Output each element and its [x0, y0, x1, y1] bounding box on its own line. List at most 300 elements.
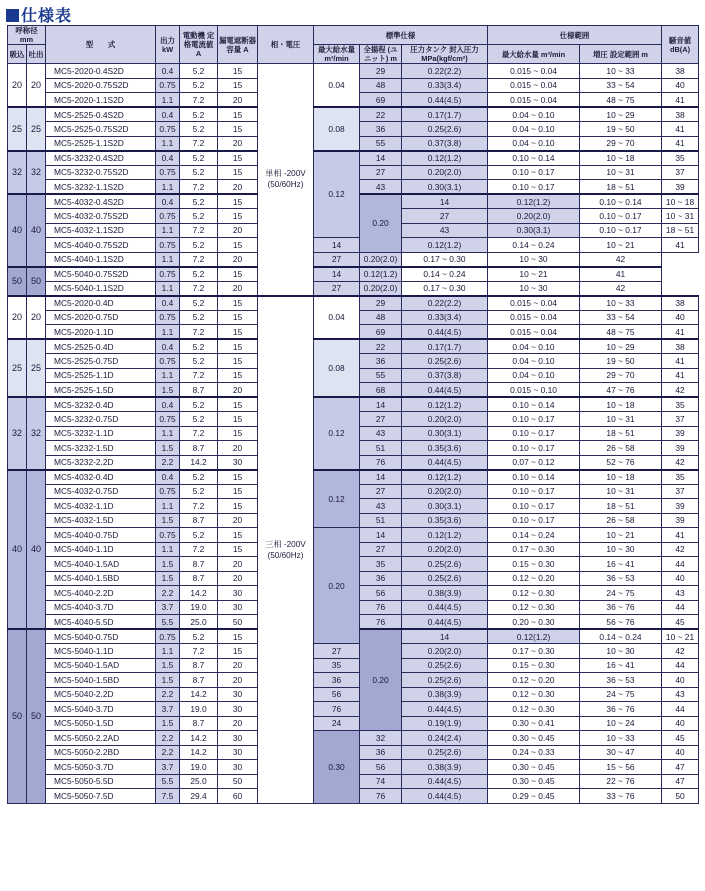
- cell-model: MC5-4040-1.5BD: [46, 571, 156, 586]
- discharge-size: 40: [27, 194, 46, 267]
- cell-model: MC5-4040-1.1D: [46, 542, 156, 557]
- cell-boost-range: 19 ~ 50: [580, 122, 662, 137]
- cell-noise: 40: [662, 571, 699, 586]
- cell-max-flow: 0.08: [314, 339, 360, 397]
- cell-model: MC5-5040-3.7D: [46, 702, 156, 717]
- cell-noise: 40: [662, 716, 699, 731]
- cell-phase-voltage: 三相 -200V (50/60Hz): [258, 296, 314, 804]
- cell-max-flow: 0.30: [314, 731, 360, 804]
- cell-output: 0.75: [156, 629, 180, 644]
- cell-model: MC5-2525-0.4S2D: [46, 107, 156, 122]
- cell-range-flow: 0.10 ~ 0.17: [488, 412, 580, 427]
- cell-model: MC5-3232-0.75S2D: [46, 165, 156, 180]
- cell-range-flow: 0.10 ~ 0.14: [488, 151, 580, 166]
- cell-boost-range: 10 ~ 24: [580, 716, 662, 731]
- cell-current: 14.2: [180, 455, 218, 470]
- cell-output: 2.2: [156, 687, 180, 702]
- cell-tank-pressure: 0.12(1.2): [402, 470, 488, 485]
- cell-boost-range: 47 ~ 76: [580, 383, 662, 398]
- cell-range-flow: 0.04 ~ 0.10: [488, 122, 580, 137]
- cell-noise: 45: [662, 615, 699, 630]
- cell-model: MC5-2525-0.75S2D: [46, 122, 156, 137]
- cell-range-flow: 0.015 ~ 0.04: [488, 296, 580, 311]
- cell-noise: 47: [662, 774, 699, 789]
- suction-size: 50: [8, 267, 27, 296]
- cell-range-flow: 0.12 ~ 0.30: [488, 687, 580, 702]
- table-row: [8, 470, 699, 485]
- cell-noise: 42: [662, 644, 699, 659]
- cell-boost-range: 10 ~ 29: [580, 339, 662, 354]
- cell-boost-range: 36 ~ 76: [580, 600, 662, 615]
- cell-current: 25.0: [180, 774, 218, 789]
- cell-head: 35: [360, 557, 402, 572]
- cell-range-flow: 0.14 ~ 0.24: [488, 238, 580, 253]
- discharge-size: 32: [27, 397, 46, 470]
- cell-noise: 42: [580, 281, 662, 296]
- cell-boost-range: 10 ~ 21: [662, 629, 699, 644]
- header-model: 型 式: [46, 26, 156, 64]
- table-row: [8, 528, 699, 543]
- cell-tank-pressure: 0.38(3.9): [402, 586, 488, 601]
- cell-current: 7.2: [180, 644, 218, 659]
- cell-range-flow: 0.10 ~ 0.17: [488, 513, 580, 528]
- cell-tank-pressure: 0.25(2.6): [402, 673, 488, 688]
- cell-range-flow: 0.015 ~ 0.04: [488, 78, 580, 93]
- cell-breaker: 15: [218, 209, 258, 224]
- cell-noise: 38: [662, 107, 699, 122]
- cell-boost-range: 36 ~ 76: [580, 702, 662, 717]
- cell-breaker: 20: [218, 571, 258, 586]
- cell-range-flow: 0.10 ~ 0.17: [580, 223, 662, 238]
- cell-breaker: 15: [218, 629, 258, 644]
- cell-max-flow: 0.12: [314, 470, 360, 528]
- table-row: [8, 397, 699, 412]
- cell-current: 5.2: [180, 629, 218, 644]
- cell-boost-range: 18 ~ 51: [580, 180, 662, 195]
- header-spec-range: 仕様範囲: [488, 26, 662, 45]
- cell-head: 56: [360, 760, 402, 775]
- cell-boost-range: 48 ~ 75: [580, 93, 662, 108]
- table-row: [8, 296, 699, 311]
- cell-boost-range: 10 ~ 31: [580, 484, 662, 499]
- cell-model: MC5-5040-1.5AD: [46, 658, 156, 673]
- cell-tank-pressure: 0.25(2.6): [402, 354, 488, 369]
- cell-noise: 38: [662, 296, 699, 311]
- cell-model: MC5-5050-3.7D: [46, 760, 156, 775]
- cell-boost-range: 52 ~ 76: [580, 455, 662, 470]
- cell-model: MC5-3232-0.75D: [46, 412, 156, 427]
- cell-boost-range: 10 ~ 29: [580, 107, 662, 122]
- cell-tank-pressure: 0.24(2.4): [402, 731, 488, 746]
- cell-breaker: 20: [218, 136, 258, 151]
- cell-current: 8.7: [180, 658, 218, 673]
- cell-current: 25.0: [180, 615, 218, 630]
- cell-head: 24: [314, 716, 360, 731]
- cell-model: MC5-5040-1.5BD: [46, 673, 156, 688]
- header-phase: 相・電圧: [258, 26, 314, 64]
- cell-model: MC5-4040-0.75D: [46, 528, 156, 543]
- cell-range-flow: 0.12 ~ 0.20: [488, 571, 580, 586]
- cell-tank-pressure: 0.12(1.2): [488, 194, 580, 209]
- cell-range-flow: 0.10 ~ 0.17: [488, 441, 580, 456]
- cell-output: 1.1: [156, 223, 180, 238]
- table-row: [8, 267, 699, 282]
- cell-current: 8.7: [180, 441, 218, 456]
- cell-head: 14: [314, 238, 360, 253]
- cell-model: MC5-2020-1.1D: [46, 325, 156, 340]
- cell-noise: 38: [662, 64, 699, 79]
- cell-head: 69: [360, 325, 402, 340]
- cell-range-flow: 0.12 ~ 0.30: [488, 586, 580, 601]
- cell-boost-range: 18 ~ 51: [580, 426, 662, 441]
- table-row: [8, 731, 699, 746]
- cell-model: MC5-2525-1.1S2D: [46, 136, 156, 151]
- cell-range-flow: 0.04 ~ 0.10: [488, 368, 580, 383]
- cell-model: MC5-3232-0.4D: [46, 397, 156, 412]
- cell-tank-pressure: 0.25(2.6): [402, 122, 488, 137]
- cell-breaker: 15: [218, 499, 258, 514]
- cell-tank-pressure: 0.44(4.5): [402, 383, 488, 398]
- cell-noise: 37: [662, 412, 699, 427]
- cell-current: 5.2: [180, 412, 218, 427]
- cell-current: 5.2: [180, 310, 218, 325]
- cell-breaker: 15: [218, 296, 258, 311]
- cell-head: 14: [360, 397, 402, 412]
- cell-model: MC5-4040-2.2D: [46, 586, 156, 601]
- discharge-size: 25: [27, 339, 46, 397]
- cell-head: 27: [314, 281, 360, 296]
- cell-boost-range: 10 ~ 31: [580, 412, 662, 427]
- cell-current: 8.7: [180, 571, 218, 586]
- cell-breaker: 30: [218, 586, 258, 601]
- header-tank-pressure: 圧力タンク 封入圧力 MPa(kgf/cm²): [402, 45, 488, 64]
- cell-tank-pressure: 0.12(1.2): [402, 151, 488, 166]
- cell-boost-range: 10 ~ 30: [580, 542, 662, 557]
- cell-output: 3.7: [156, 760, 180, 775]
- cell-boost-range: 10 ~ 21: [580, 238, 662, 253]
- cell-model: MC5-4040-3.7D: [46, 600, 156, 615]
- cell-output: 0.4: [156, 339, 180, 354]
- cell-model: MC5-5050-5.5D: [46, 774, 156, 789]
- cell-breaker: 15: [218, 339, 258, 354]
- cell-output: 1.1: [156, 252, 180, 267]
- cell-output: 2.2: [156, 455, 180, 470]
- table-row: [8, 151, 699, 166]
- spec-table: [7, 25, 699, 804]
- table-row: [8, 716, 699, 731]
- table-header: [8, 26, 699, 64]
- cell-range-flow: 0.30 ~ 0.41: [488, 716, 580, 731]
- cell-breaker: 20: [218, 93, 258, 108]
- cell-current: 7.2: [180, 252, 218, 267]
- cell-range-flow: 0.10 ~ 0.14: [488, 397, 580, 412]
- cell-tank-pressure: 0.25(2.6): [402, 658, 488, 673]
- cell-tank-pressure: 0.20(2.0): [402, 644, 488, 659]
- table-row: [8, 658, 699, 673]
- cell-current: 5.2: [180, 267, 218, 282]
- cell-head: 14: [360, 528, 402, 543]
- suction-size: 32: [8, 397, 27, 470]
- cell-breaker: 30: [218, 731, 258, 746]
- cell-output: 0.4: [156, 470, 180, 485]
- cell-output: 5.5: [156, 774, 180, 789]
- cell-breaker: 50: [218, 774, 258, 789]
- cell-tank-pressure: 0.44(4.5): [402, 615, 488, 630]
- cell-output: 1.1: [156, 93, 180, 108]
- cell-boost-range: 29 ~ 70: [580, 136, 662, 151]
- cell-tank-pressure: 0.30(3.1): [488, 223, 580, 238]
- cell-tank-pressure: 0.20(2.0): [360, 252, 402, 267]
- cell-head: 69: [360, 93, 402, 108]
- cell-max-flow: 0.20: [360, 629, 402, 731]
- cell-breaker: 20: [218, 180, 258, 195]
- cell-head: 22: [360, 107, 402, 122]
- cell-range-flow: 0.30 ~ 0.45: [488, 760, 580, 775]
- cell-boost-range: 22 ~ 76: [580, 774, 662, 789]
- cell-output: 3.7: [156, 702, 180, 717]
- discharge-size: 20: [27, 296, 46, 340]
- cell-tank-pressure: 0.38(3.9): [402, 687, 488, 702]
- cell-breaker: 30: [218, 455, 258, 470]
- cell-output: 5.5: [156, 615, 180, 630]
- cell-current: 5.2: [180, 238, 218, 253]
- cell-head: 56: [314, 687, 360, 702]
- cell-breaker: 30: [218, 745, 258, 760]
- cell-boost-range: 10 ~ 18: [580, 397, 662, 412]
- cell-head: 36: [314, 673, 360, 688]
- cell-breaker: 15: [218, 78, 258, 93]
- cell-range-flow: 0.15 ~ 0.30: [488, 658, 580, 673]
- cell-model: MC5-3232-0.4S2D: [46, 151, 156, 166]
- cell-output: 1.1: [156, 325, 180, 340]
- cell-breaker: 15: [218, 310, 258, 325]
- cell-tank-pressure: 0.19(1.9): [402, 716, 488, 731]
- cell-range-flow: 0.29 ~ 0.45: [488, 789, 580, 804]
- cell-tank-pressure: 0.30(3.1): [402, 499, 488, 514]
- discharge-size: 32: [27, 151, 46, 195]
- cell-output: 0.4: [156, 64, 180, 79]
- cell-head: 29: [360, 296, 402, 311]
- cell-breaker: 15: [218, 470, 258, 485]
- cell-breaker: 15: [218, 122, 258, 137]
- cell-head: 43: [360, 426, 402, 441]
- cell-max-flow: 0.08: [314, 107, 360, 151]
- cell-current: 7.2: [180, 542, 218, 557]
- table-row: [8, 238, 699, 253]
- cell-breaker: 30: [218, 687, 258, 702]
- cell-tank-pressure: 0.25(2.6): [402, 571, 488, 586]
- cell-model: MC5-4032-0.75S2D: [46, 209, 156, 224]
- cell-max-flow: 0.04: [314, 64, 360, 108]
- cell-boost-range: 16 ~ 41: [580, 658, 662, 673]
- cell-current: 19.0: [180, 760, 218, 775]
- cell-model: MC5-5040-1.1S2D: [46, 281, 156, 296]
- cell-current: 7.2: [180, 281, 218, 296]
- cell-range-flow: 0.10 ~ 0.14: [488, 470, 580, 485]
- cell-current: 5.2: [180, 528, 218, 543]
- cell-noise: 39: [662, 499, 699, 514]
- cell-current: 8.7: [180, 557, 218, 572]
- cell-max-flow: 0.20: [360, 194, 402, 252]
- cell-output: 1.5: [156, 441, 180, 456]
- cell-noise: 39: [662, 441, 699, 456]
- cell-breaker: 30: [218, 600, 258, 615]
- cell-output: 0.4: [156, 397, 180, 412]
- cell-model: MC5-5040-0.75D: [46, 629, 156, 644]
- cell-head: 76: [314, 702, 360, 717]
- cell-current: 8.7: [180, 513, 218, 528]
- cell-boost-range: 18 ~ 51: [580, 499, 662, 514]
- cell-tank-pressure: 0.20(2.0): [402, 165, 488, 180]
- cell-head: 14: [402, 194, 488, 209]
- cell-range-flow: 0.12 ~ 0.20: [488, 673, 580, 688]
- cell-output: 1.1: [156, 281, 180, 296]
- cell-output: 0.75: [156, 412, 180, 427]
- cell-head: 14: [402, 629, 488, 644]
- cell-boost-range: 18 ~ 51: [662, 223, 699, 238]
- cell-current: 5.2: [180, 470, 218, 485]
- title-text: 仕様表: [21, 6, 73, 25]
- cell-current: 14.2: [180, 731, 218, 746]
- cell-tank-pressure: 0.17(1.7): [402, 339, 488, 354]
- cell-noise: 44: [662, 600, 699, 615]
- cell-output: 0.75: [156, 238, 180, 253]
- cell-head: 27: [314, 252, 360, 267]
- table-row: [8, 339, 699, 354]
- cell-boost-range: 10 ~ 33: [580, 731, 662, 746]
- cell-head: 36: [360, 745, 402, 760]
- cell-noise: 40: [662, 673, 699, 688]
- cell-noise: 40: [662, 310, 699, 325]
- cell-current: 5.2: [180, 354, 218, 369]
- cell-current: 7.2: [180, 368, 218, 383]
- cell-range-flow: 0.12 ~ 0.30: [488, 702, 580, 717]
- cell-range-flow: 0.14 ~ 0.24: [580, 629, 662, 644]
- cell-output: 1.1: [156, 644, 180, 659]
- cell-output: 1.1: [156, 426, 180, 441]
- cell-breaker: 15: [218, 194, 258, 209]
- cell-noise: 41: [662, 136, 699, 151]
- cell-noise: 42: [662, 542, 699, 557]
- cell-head: 35: [314, 658, 360, 673]
- cell-breaker: 15: [218, 368, 258, 383]
- cell-range-flow: 0.17 ~ 0.30: [488, 644, 580, 659]
- cell-output: 1.1: [156, 180, 180, 195]
- cell-breaker: 20: [218, 716, 258, 731]
- cell-head: 76: [360, 455, 402, 470]
- cell-noise: 35: [662, 470, 699, 485]
- cell-head: 36: [360, 571, 402, 586]
- cell-breaker: 20: [218, 223, 258, 238]
- discharge-size: 40: [27, 470, 46, 630]
- table-row: [8, 252, 699, 267]
- title-square-icon: [6, 9, 19, 22]
- cell-output: 1.1: [156, 136, 180, 151]
- cell-head: 29: [360, 64, 402, 79]
- cell-boost-range: 10 ~ 18: [580, 151, 662, 166]
- cell-output: 3.7: [156, 600, 180, 615]
- cell-tank-pressure: 0.22(2.2): [402, 296, 488, 311]
- suction-size: 20: [8, 296, 27, 340]
- cell-breaker: 15: [218, 542, 258, 557]
- cell-boost-range: 10 ~ 31: [662, 209, 699, 224]
- table-body: [8, 64, 699, 804]
- cell-output: 0.75: [156, 354, 180, 369]
- cell-range-flow: 0.015 ~ 0.04: [488, 93, 580, 108]
- cell-boost-range: 29 ~ 70: [580, 368, 662, 383]
- cell-current: 7.2: [180, 223, 218, 238]
- cell-noise: 41: [662, 325, 699, 340]
- cell-noise: 43: [662, 687, 699, 702]
- cell-range-flow: 0.10 ~ 0.17: [488, 484, 580, 499]
- suction-size: 40: [8, 194, 27, 267]
- cell-model: MC5-5050-1.5D: [46, 716, 156, 731]
- cell-model: MC5-4032-1.1S2D: [46, 223, 156, 238]
- cell-tank-pressure: 0.35(3.6): [402, 441, 488, 456]
- header-boost-range: 増圧 設定範囲 m: [580, 45, 662, 64]
- cell-boost-range: 30 ~ 47: [580, 745, 662, 760]
- cell-model: MC5-4040-5.5D: [46, 615, 156, 630]
- cell-range-flow: 0.24 ~ 0.33: [488, 745, 580, 760]
- header-breaker: 漏電遮断器 容量 A: [218, 26, 258, 64]
- cell-tank-pressure: 0.12(1.2): [402, 397, 488, 412]
- cell-head: 74: [360, 774, 402, 789]
- cell-range-flow: 0.17 ~ 0.30: [402, 252, 488, 267]
- cell-tank-pressure: 0.44(4.5): [402, 600, 488, 615]
- header-suction: 吸込: [8, 45, 27, 64]
- cell-output: 0.4: [156, 107, 180, 122]
- cell-model: MC5-5050-2.2BD: [46, 745, 156, 760]
- suction-size: 25: [8, 107, 27, 151]
- cell-breaker: 20: [218, 441, 258, 456]
- cell-noise: 42: [662, 383, 699, 398]
- cell-range-flow: 0.17 ~ 0.30: [488, 542, 580, 557]
- cell-tank-pressure: 0.20(2.0): [402, 412, 488, 427]
- cell-noise: 40: [662, 745, 699, 760]
- cell-head: 76: [360, 600, 402, 615]
- cell-head: 27: [360, 412, 402, 427]
- cell-current: 5.2: [180, 397, 218, 412]
- cell-model: MC5-2525-1.5D: [46, 383, 156, 398]
- cell-range-flow: 0.10 ~ 0.14: [580, 194, 662, 209]
- cell-head: 55: [360, 368, 402, 383]
- cell-output: 1.1: [156, 368, 180, 383]
- cell-model: MC5-5040-1.1D: [46, 644, 156, 659]
- cell-range-flow: 0.14 ~ 0.24: [488, 528, 580, 543]
- cell-max-flow: 0.04: [314, 296, 360, 340]
- cell-current: 19.0: [180, 600, 218, 615]
- cell-tank-pressure: 0.12(1.2): [488, 629, 580, 644]
- cell-range-flow: 0.04 ~ 0.10: [488, 136, 580, 151]
- cell-noise: 44: [662, 557, 699, 572]
- cell-model: MC5-3232-1.5D: [46, 441, 156, 456]
- cell-current: 14.2: [180, 745, 218, 760]
- cell-boost-range: 10 ~ 31: [580, 165, 662, 180]
- cell-output: 1.1: [156, 542, 180, 557]
- cell-range-flow: 0.10 ~ 0.17: [488, 180, 580, 195]
- cell-head: 36: [360, 354, 402, 369]
- cell-model: MC5-2020-0.75S2D: [46, 78, 156, 93]
- cell-range-flow: 0.10 ~ 0.17: [488, 499, 580, 514]
- cell-model: MC5-4032-0.4S2D: [46, 194, 156, 209]
- cell-breaker: 20: [218, 383, 258, 398]
- cell-noise: 40: [662, 78, 699, 93]
- cell-boost-range: 10 ~ 18: [662, 194, 699, 209]
- cell-model: MC5-4032-0.4D: [46, 470, 156, 485]
- header-standard-spec: 標準仕様: [314, 26, 488, 45]
- cell-output: 0.4: [156, 151, 180, 166]
- cell-model: MC5-3232-2.2D: [46, 455, 156, 470]
